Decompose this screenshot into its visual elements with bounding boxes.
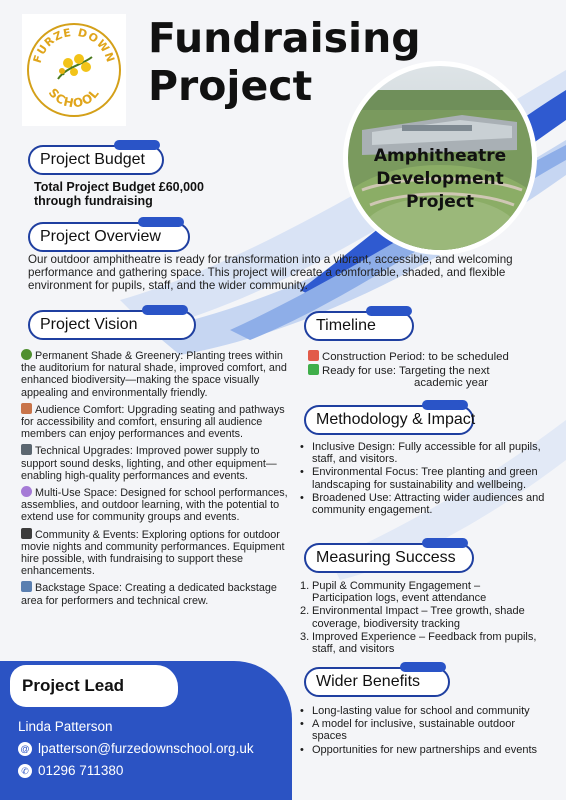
list-item: Community & Events: Exploring options for outdoor movie nights and community performances. Equipment hire possible, with fundraising to support these enhancements. (21, 528, 285, 578)
methodology-section (304, 405, 474, 435)
calendar-icon (308, 350, 319, 361)
checkmark-icon (308, 364, 319, 375)
overview-text: Our outdoor amphitheatre is ready for transformation into a vibrant, accessible, and welcoming performance and gathering space. This project will create a comfortable, shaded, and flexible environment for pupils, staff, and the wider community. (28, 253, 513, 292)
list-item: • Inclusive Design: Fully accessible for all pupils, staff, and visitors. (298, 441, 558, 465)
methodology-list (298, 441, 558, 517)
overview-section (28, 222, 190, 252)
list-item: Multi-Use Space: Designed for school performances, assemblies, and outdoor learning, with the potential to extend use for community groups and events. (21, 487, 288, 524)
list-item: Backstage Space: Creating a dedicated backstage area for performers and technical crew. (21, 582, 277, 607)
lead-phone[interactable]: 01296 711380 (38, 763, 124, 778)
budget-text: Total Project Budget £60,000 through fundraising (34, 180, 204, 208)
measuring-heading: Measuring Success (304, 543, 474, 573)
email-icon: @ (18, 742, 32, 756)
list-item: • A model for inclusive, sustainable outdoor spaces (298, 718, 538, 742)
list-item: 1. Pupil & Community Engagement – Participation logs, event attendance (300, 580, 487, 605)
page-title: Fundraising Project (148, 14, 421, 110)
list-item: 2. Environmental Impact – Tree growth, shade coverage, biodiversity tracking (300, 605, 525, 630)
benefits-section (304, 667, 450, 697)
list-item: Technical Upgrades: Improved power supply to support sound desks, lighting, and other equipment—enabling high-quality performances and events. (21, 445, 277, 482)
measuring-section (304, 543, 474, 573)
heading-tab (422, 538, 468, 548)
list-item: Audience Comfort: Upgrading seating and pathways for accessibility and comfort, ensuring all audience members can enjoy performances and events. (21, 403, 285, 441)
logo-text-bottom: SCHOOL (45, 85, 103, 111)
feature-label: Amphitheatre Development Project (373, 146, 507, 212)
benefits-heading: Wider Benefits (304, 667, 450, 697)
timeline-heading: Timeline (304, 311, 414, 341)
lead-email[interactable]: lpatterson@furzedownschool.org.uk (38, 741, 254, 756)
overview-heading: Project Overview (28, 222, 190, 252)
tools-icon (21, 581, 32, 592)
lead-name: Linda Patterson (18, 719, 113, 734)
plug-icon (21, 444, 32, 455)
tree-icon (21, 349, 32, 360)
masks-icon (21, 486, 32, 497)
vision-heading: Project Vision (28, 310, 196, 340)
budget-heading: Project Budget (28, 145, 164, 175)
benefits-list (298, 705, 538, 757)
vision-section (28, 310, 196, 340)
list-item: • Long-lasting value for school and community (298, 705, 538, 717)
vision-list (21, 349, 293, 611)
list-item: • Broadened Use: Attracting wider audiences and community engagement. (298, 492, 558, 516)
list-item: 3. Improved Experience – Feedback from pupils, staff, and visitors (300, 630, 537, 656)
heading-tab (400, 662, 446, 672)
list-item: • Opportunities for new partnerships and events (298, 744, 538, 756)
project-lead-info (18, 716, 254, 782)
list-item: Permanent Shade & Greenery: Planting trees within the auditorium for natural shade, improved comfort, and enhanced biodiversity—making the space visually appealing and environmentally friendly. (21, 350, 287, 399)
heading-tab (422, 400, 468, 410)
budget-section (28, 145, 164, 175)
seat-icon (21, 403, 32, 414)
measuring-list (300, 580, 540, 656)
heading-tab (114, 140, 160, 150)
school-logo (22, 14, 126, 126)
logo-text-top: FURZE DOWN (30, 25, 118, 65)
project-lead-heading: Project Lead (10, 665, 178, 707)
phone-icon: ✆ (18, 764, 32, 778)
timeline-section (304, 311, 414, 341)
film-icon (21, 528, 32, 539)
list-item: • Environmental Focus: Tree planting and green landscaping for sustainability and wellbeing. (298, 466, 558, 490)
heading-tab (138, 217, 184, 227)
heading-tab (366, 306, 412, 316)
heading-tab (142, 305, 188, 315)
methodology-heading: Methodology & Impact (304, 405, 474, 435)
timeline-text: Construction Period: to be scheduled Ready for use: Targeting the next academic year (308, 350, 548, 390)
